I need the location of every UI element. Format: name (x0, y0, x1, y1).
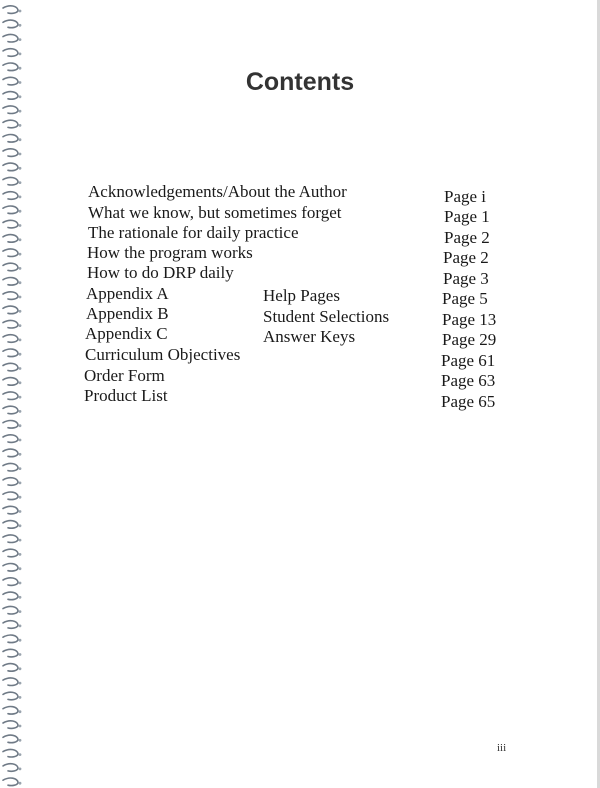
page-number: iii (497, 742, 507, 754)
toc-entry-page: Page 3 (443, 269, 489, 288)
toc-entry-page: Page 61 (441, 351, 496, 370)
toc-entry-page: Page 5 (442, 289, 488, 308)
toc-entry-subtitle: Student Selections (263, 307, 390, 326)
toc-entry-title: How the program works (87, 243, 253, 262)
toc-entry-page: Page 2 (443, 248, 489, 267)
toc-entry-title: Appendix A (86, 284, 169, 303)
toc-entry-subtitle: Help Pages (263, 286, 340, 305)
toc-entry-page: Page 29 (442, 330, 497, 349)
toc-entry-page: Page i (444, 187, 487, 206)
toc-entry-title: Appendix B (86, 304, 169, 323)
toc-entry-title: Acknowledgements/About the Author (88, 182, 347, 201)
toc-entry-title: Appendix C (85, 324, 168, 343)
toc-entry-page: Page 13 (442, 310, 497, 329)
toc-entry-title: Curriculum Objectives (85, 345, 241, 364)
toc-entry-title: The rationale for daily practice (88, 223, 299, 242)
toc-entry-page: Page 63 (441, 371, 496, 390)
toc-entry-page: Page 65 (441, 392, 496, 411)
toc-entry-title: What we know, but sometimes forget (88, 203, 342, 222)
toc-entry-title: Order Form (84, 366, 165, 385)
toc-entry-page: Page 2 (444, 228, 490, 247)
toc-entry-title: Product List (84, 386, 168, 405)
toc-entry-title: How to do DRP daily (87, 263, 234, 282)
toc-entry-page: Page 1 (444, 207, 490, 226)
page-title: Contents (245, 68, 355, 96)
toc-entry-subtitle: Answer Keys (263, 327, 356, 346)
